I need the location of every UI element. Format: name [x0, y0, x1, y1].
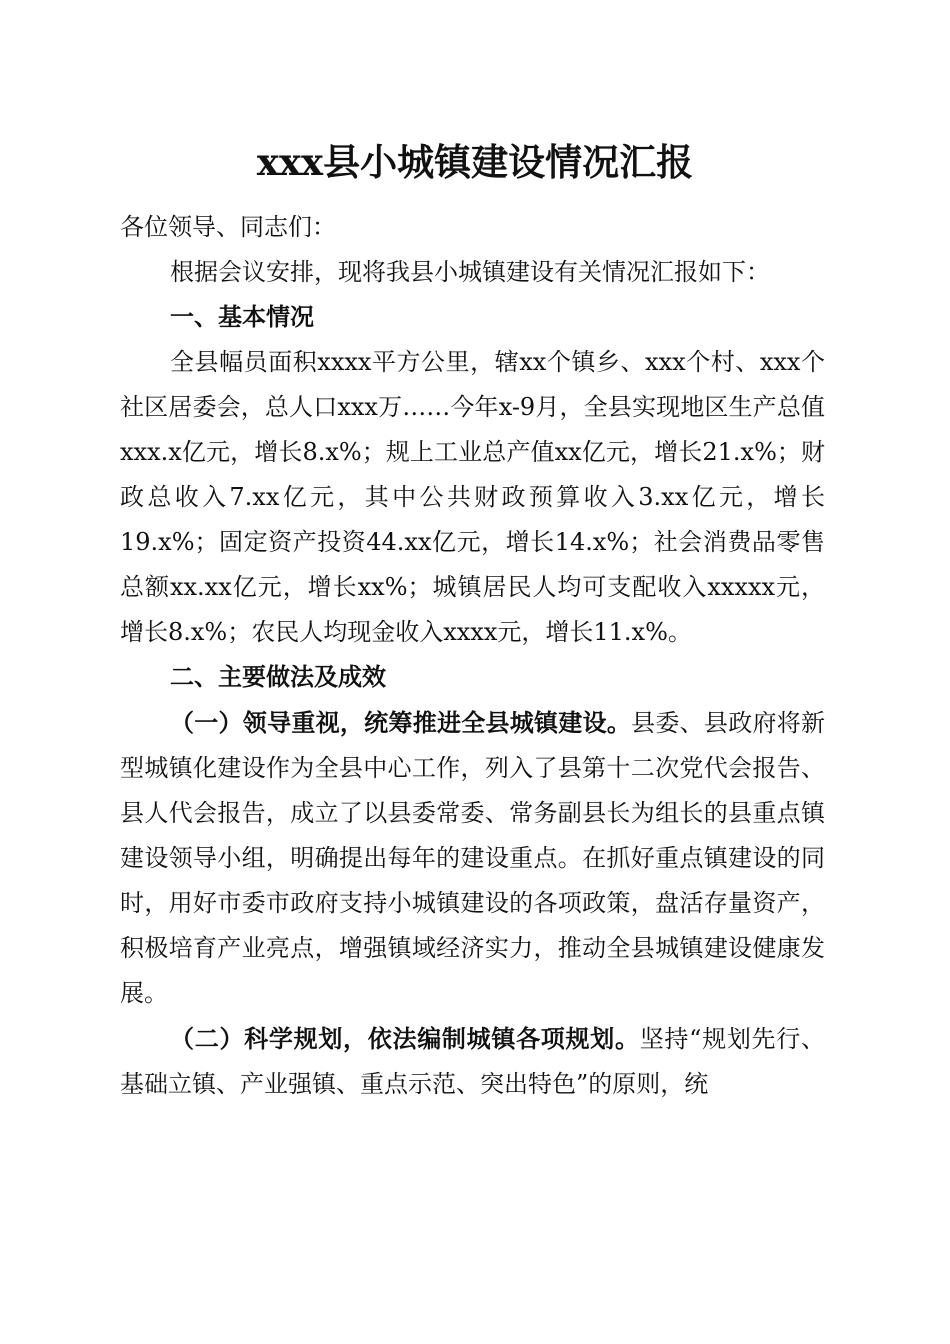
basic-info-paragraph: 全县幅员面积xxxx平方公里，辖xx个镇乡、xxx个村、xxx个社区居委会，总人口xxx万……今年x-9月，全县实现地区生产总值xxx.x亿元，增长8.x%；规上工业总产值xx亿元，增长21.x%；财政总收入7.xx亿元，其中公共财政预算收入3.xx亿元，增长19.x%；固定资产投资44.xx亿元，增长14.x%；社会消费品零售总额xx.xx亿元，增长xx%；城镇居民人均可支配收入xxxxx元，增长8.x%；农民人均现金收入xxxx元，增长11.x%。 — [120, 348, 825, 646]
document-title: xxx县小城镇建设情况汇报 — [256, 140, 694, 184]
section-heading-basic: 一、基本情况 — [170, 303, 314, 331]
section-heading-practices: 二、主要做法及成效 — [170, 663, 386, 691]
practice-body-2: 坚持“规划先行、基础立镇、产业强镇、重点示范、突出特色”的原则，统 — [120, 1025, 825, 1098]
practice-lead-2: （二）科学规划，依法编制城镇各项规划。 — [170, 1024, 640, 1053]
practice-paragraph-2 — [120, 1016, 825, 1107]
practice-body-1: 县委、县政府将新型城镇化建设作为全县中心工作，列入了县第十二次党代会报告、县人代会报告，成立了以县委常委、常务副县长为组长的县重点镇建设领导小组，明确提出每年的建设重点。在抓好重点镇建设的同时，用好市委市政府支持小城镇建设的各项政策，盘活存量资产，积极培育产业亮点，增强镇域经济实力，推动全县城镇建设健康发展。 — [120, 709, 826, 1007]
practice-paragraph-1 — [120, 700, 825, 1016]
practice-lead-1: （一）领导重视，统筹推进全县城镇建设。 — [170, 708, 632, 737]
document-body — [120, 205, 825, 1107]
salutation: 各位领导、同志们： — [120, 213, 336, 241]
intro-paragraph: 根据会议安排，现将我县小城镇建设有关情况汇报如下： — [170, 258, 770, 286]
